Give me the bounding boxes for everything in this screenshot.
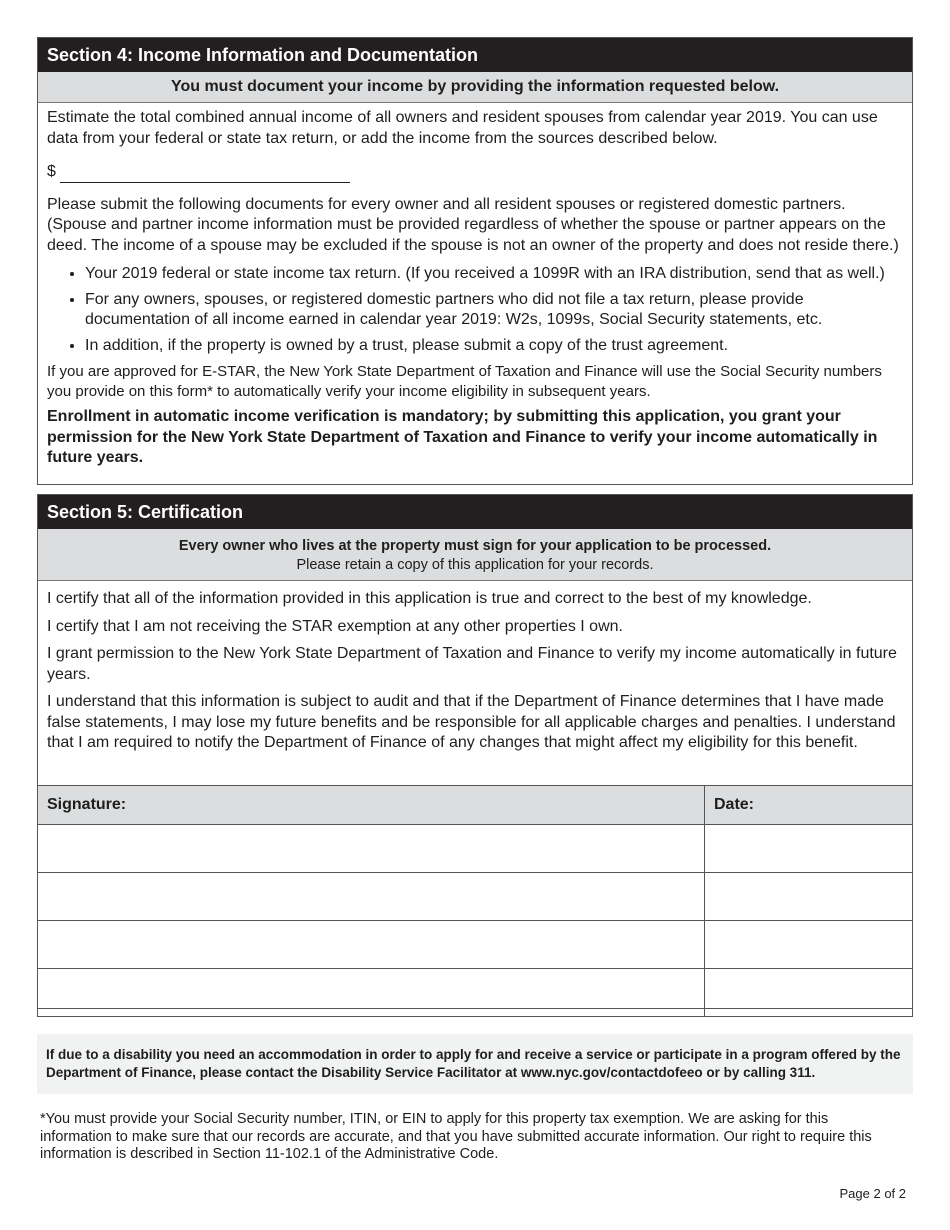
enrollment-statement: Enrollment in automatic income verification is mandatory; by submitting this application, you grant your permission for the New York State Department of Taxation and Finance to verify your income automatically in future years. (47, 408, 878, 466)
ssn-footnote: *You must provide your Social Security number, ITIN, or EIN to apply for this property tax exemption. We are asking for this information to make sure that our records are accurate, and that you have submitted accurate information. Our right to require this information is described in Section 11-102.1 of the Administrative Code. (40, 1111, 872, 1162)
retain-copy-note: Please retain a copy of this application for your records. (296, 557, 654, 573)
list-item: • For any owners, spouses, or registered domestic partners who did not file a tax return, please provide documentation of all income earned in calendar year 2019: W2s, 1099s, Social Security statements, etc. (85, 290, 903, 331)
certification-statement: I certify that all of the information provided in this application is true and correct to the best of my knowledge. (47, 590, 812, 607)
signature-table (37, 785, 913, 1017)
certification-statement: I certify that I am not receiving the STAR exemption at any other properties I own. (47, 617, 623, 635)
table-row (38, 921, 913, 969)
section-4-title: Section 4: Income Information and Documentation (38, 38, 912, 72)
disability-accommodation-notice: If due to a disability you need an accommodation in order to apply for and receive a service or participate in a program offered by the Department of Finance, please contact the Disability Service Facilitator at www.nyc.gov/contactdofeeo or by calling 311. (37, 1034, 913, 1094)
estar-note: If you are approved for E-STAR, the New York State Department of Taxation and Finance will use the Social Security numbers you provide on this form* to automatically verify your income eligibility in subsequent years. (47, 363, 882, 400)
table-row (38, 825, 913, 873)
section-5-subtitle (38, 529, 912, 581)
signature-field[interactable] (38, 921, 705, 969)
date-header: Date: (705, 786, 913, 825)
income-amount-field[interactable] (47, 162, 903, 183)
dollar-sign: $ (47, 163, 56, 180)
date-field[interactable] (705, 825, 913, 873)
submit-documents-instructions: Please submit the following documents for every owner and all resident spouses or registered domestic partners. (Spouse and partner income information must be provided regardless of whether the spouse or partner appears on the deed. The income of a spouse may be excluded if the spouse is not an owner of the property and does not reside there.) (47, 195, 899, 254)
date-field[interactable] (705, 873, 913, 921)
list-item: • Your 2019 federal or state income tax return. (If you received a 1099R with an IRA distribution, send that as well.) (85, 264, 903, 285)
certification-statement: I grant permission to the New York State Department of Taxation and Finance to verify my income automatically in future years. (47, 645, 897, 683)
signature-field[interactable] (38, 825, 705, 873)
section-4-income (37, 37, 913, 485)
section-5-title: Section 5: Certification (38, 495, 912, 529)
signature-header: Signature: (38, 786, 705, 825)
section-4-subtitle: You must document your income by providing the information requested below. (38, 72, 912, 103)
signature-field[interactable] (38, 873, 705, 921)
date-field[interactable] (705, 969, 913, 1017)
table-row (38, 969, 913, 1017)
page-number: Page 2 of 2 (839, 1186, 906, 1201)
sign-requirement: Every owner who lives at the property must sign for your application to be processed. (178, 538, 772, 554)
income-amount-line[interactable] (60, 167, 350, 183)
documents-list (47, 264, 903, 356)
signature-field[interactable] (38, 969, 705, 1017)
estimate-instructions: Estimate the total combined annual income of all owners and resident spouses from calendar year 2019. You can use data from your federal or state tax return, or add the income from the sources described below. (47, 109, 878, 147)
signature-table-header (38, 786, 913, 825)
certification-statement: I understand that this information is subject to audit and that if the Department of Finance determines that I have made false statements, I may lose my future benefits and be responsible for all applicable charges and penalties. I understand that I am required to notify the Department of Finance of any changes that might affect my eligibility for this benefit. (47, 693, 896, 751)
section-5-certification (37, 494, 913, 1009)
list-item: • In addition, if the property is owned by a trust, please submit a copy of the trust agreement. (85, 336, 903, 357)
date-field[interactable] (705, 921, 913, 969)
table-row (38, 873, 913, 921)
